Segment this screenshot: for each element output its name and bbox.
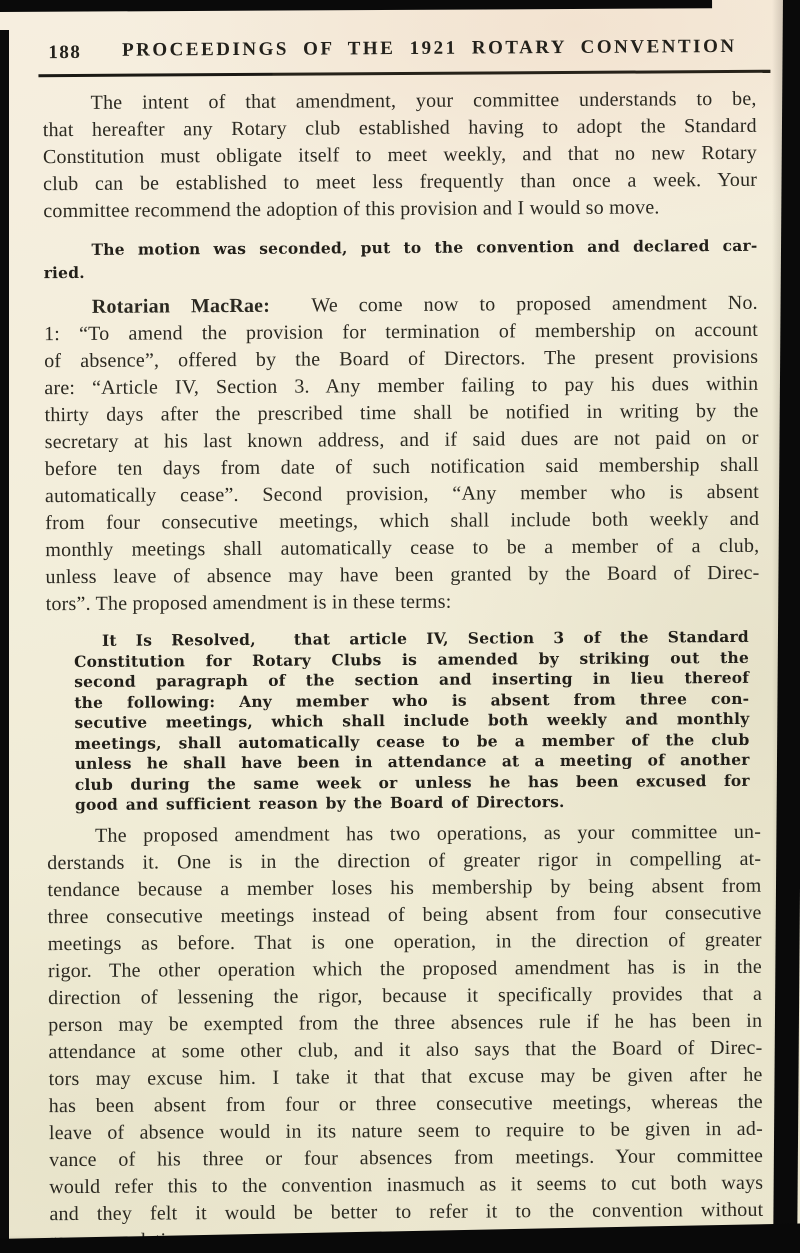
scan-border-top bbox=[0, 0, 712, 12]
text-line: Constitution for Rotary Clubs is amended by striking out the bbox=[73, 647, 750, 671]
text-line: direction of lessening the rigor, because it specifically provides that a bbox=[48, 982, 763, 1009]
text-line: and they felt it would be better to refer it to the convention without bbox=[49, 1198, 764, 1225]
text-line: good and sufficient reason by the Board of Directors. bbox=[74, 792, 565, 815]
text-line: committee recommend the adoption of this provision and I would so move. bbox=[43, 196, 660, 223]
text-line: vance of his three or four absences from meetings. Your committee bbox=[49, 1144, 764, 1171]
text-line: the following: Any member who is absent from three con- bbox=[74, 688, 750, 712]
text-line: thirty days after the prescribed time shall be notified in writing by the bbox=[44, 399, 759, 427]
text-line: has been absent from four or three consecutive meetings, whereas the bbox=[48, 1090, 763, 1117]
paragraph bbox=[44, 290, 760, 618]
text-line: ried. bbox=[43, 262, 85, 283]
paragraph bbox=[47, 818, 764, 1253]
paragraph bbox=[43, 86, 758, 225]
page-number: 188 bbox=[48, 41, 82, 64]
text-line: It Is Resolved, that article IV, Section 3 of the Standard bbox=[101, 626, 749, 650]
bold-lead: It Is Resolved, bbox=[101, 629, 256, 650]
running-title: PROCEEDINGS OF THE 1921 ROTARY CONVENTION bbox=[121, 35, 737, 61]
header-rule bbox=[38, 70, 770, 77]
text-line: from four consecutive meetings, which shall include both weekly and bbox=[45, 507, 760, 535]
text-line: The motion was seconded, put to the convention and declared car- bbox=[91, 235, 758, 259]
page-header bbox=[42, 36, 756, 66]
text-line: unless he shall have been in attendance at a meeting of another bbox=[74, 749, 750, 774]
text-line: The intent of that amendment, your committee understands to be, bbox=[90, 87, 757, 114]
text-line: second paragraph of the section and inserting in lieu thereof bbox=[74, 667, 750, 692]
text-line: Constitution must obligate itself to meet weekly, and that no new Rotary bbox=[42, 141, 758, 169]
text-line: automatically cease”. Second provision, “Any member who is absent bbox=[44, 480, 760, 508]
text-line: secutive meetings, which shall include both weekly and monthly bbox=[74, 708, 750, 733]
page-text bbox=[43, 86, 764, 1253]
text-line: Rotarian MacRae: We come now to proposed amendment No. bbox=[91, 291, 758, 318]
text-line: meetings, shall automatically cease to be a member of the club bbox=[74, 729, 750, 753]
text-line: leave of absence would in its nature seem to require to be given in ad- bbox=[48, 1117, 763, 1144]
text-line: three consecutive meetings instead of being absent from four consecutive bbox=[47, 901, 762, 928]
text-line: unless leave of absence may have been granted by the Board of Direc- bbox=[45, 561, 760, 589]
text-line: 1: “To amend the provision for termination of membership on account bbox=[43, 318, 759, 346]
text-line: tendance because a member loses his membership by being absent from bbox=[47, 874, 762, 901]
text-line: are: “Article IV, Section 3. Any member failing to pay his dues within bbox=[44, 372, 759, 400]
text-line: before ten days from date of such notification said membership shall bbox=[44, 453, 759, 481]
paragraph bbox=[43, 234, 757, 284]
text-line: would refer this to the convention inasmuch as it seems to cut both ways bbox=[49, 1171, 764, 1198]
text-line: attendance at some other club, and it also says that the Board of Direc- bbox=[48, 1036, 763, 1063]
text-line: monthly meetings shall automatically cease to be a member of a club, bbox=[45, 534, 760, 562]
text-line: secretary at his last known address, and if said dues are not paid on or bbox=[44, 426, 759, 454]
text-line: tors may excuse him. I take it that that excuse may be given after he bbox=[48, 1063, 763, 1090]
scan-border-left bbox=[0, 30, 9, 1240]
text-line: person may be exempted from the three absences rule if he has been in bbox=[48, 1009, 763, 1036]
text-line: tors”. The proposed amendment is in these terms: bbox=[45, 590, 452, 616]
text-line: club during the same week or unless he has been excused for bbox=[74, 770, 750, 794]
bold-lead: Rotarian MacRae: bbox=[91, 294, 271, 318]
paragraph bbox=[74, 627, 750, 816]
text-line: The proposed amendment has two operations, as your committee un- bbox=[95, 820, 762, 847]
text-line: club can be established to meet less frequently than once a week. Your bbox=[43, 168, 758, 196]
text-line: derstands it. One is in the direction of greater rigor in compelling at- bbox=[47, 847, 762, 874]
text-line: of absence”, offered by the Board of Directors. The present provisions bbox=[44, 345, 759, 373]
text-line: meetings as before. That is one operation, in the direction of greater bbox=[47, 928, 762, 955]
text-line: that hereafter any Rotary club established having to adopt the Standard bbox=[42, 114, 757, 142]
text-line: rigor. The other operation which the proposed amendment has is in the bbox=[47, 955, 762, 982]
